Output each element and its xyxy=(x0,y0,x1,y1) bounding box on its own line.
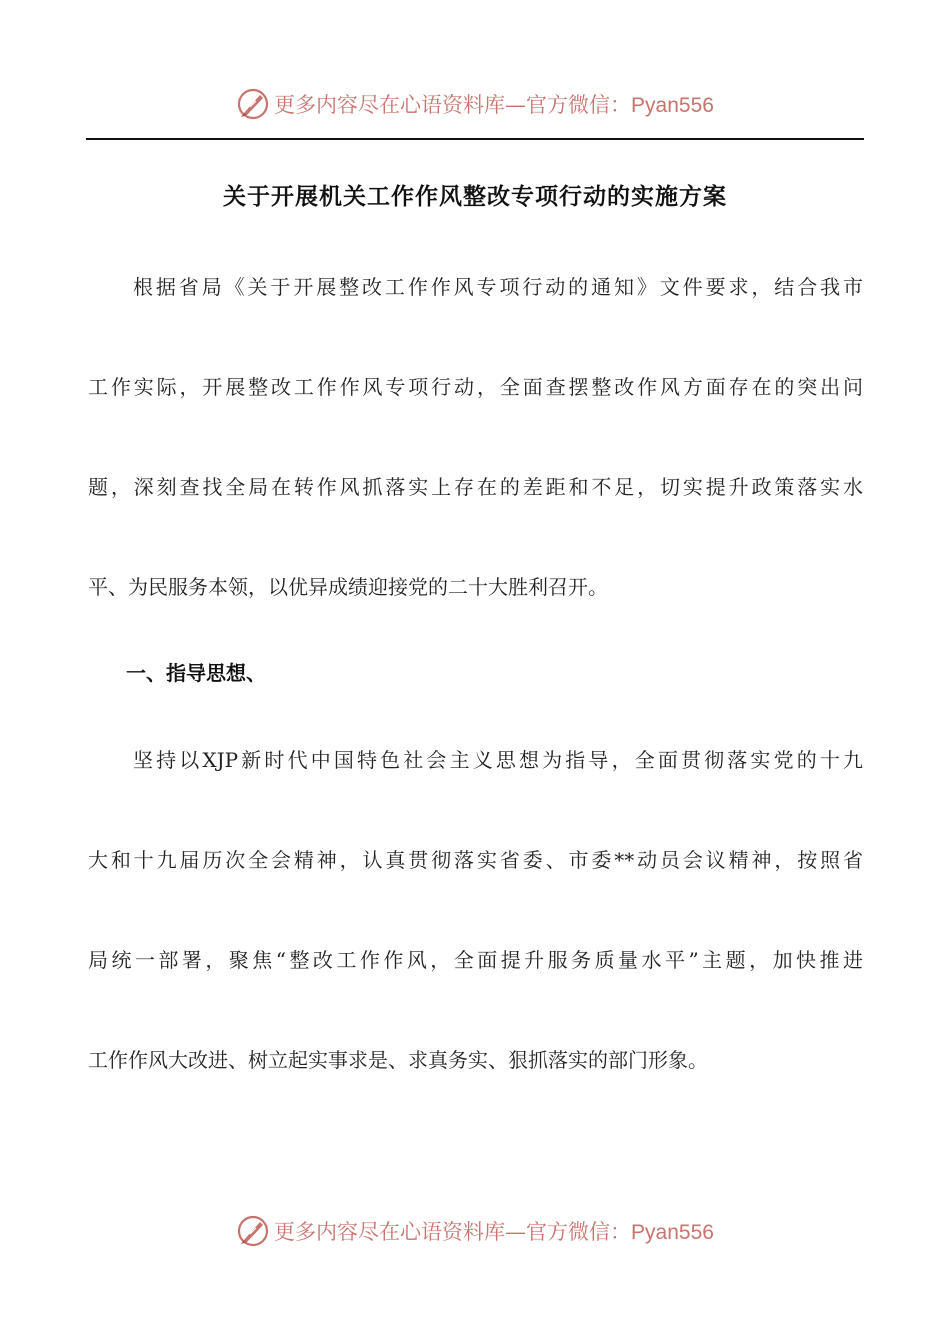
watermark-text: 更多内容尽在心语资料库—官方微信：Pyan556 xyxy=(274,93,714,117)
header-watermark xyxy=(0,84,950,124)
wechat-id: Pyan556 xyxy=(631,1221,714,1244)
quill-pen-logo-icon xyxy=(236,87,270,121)
document-title: 关于开展机关工作作风整改专项行动的实施方案 xyxy=(223,184,727,210)
quill-pen-logo-icon xyxy=(236,1214,270,1248)
section1-line-3: 局统一部署，聚焦“整改工作作风，全面提升服务质量水平”主题，加快推进 xyxy=(88,948,863,972)
section1-line-2: 大和十九届历次全会精神，认真贯彻落实省委、市委**动员会议精神，按照省 xyxy=(88,848,863,872)
section1-line-1: 坚持以XJP新时代中国特色社会主义思想为指导，全面贯彻落实党的十九 xyxy=(133,748,863,772)
watermark-text: 更多内容尽在心语资料库—官方微信：Pyan556 xyxy=(274,1220,714,1244)
intro-line-2: 工作实际，开展整改工作作风专项行动，全面查摆整改作风方面存在的突出问 xyxy=(88,375,863,399)
intro-line-3: 题，深刻查找全局在转作风抓落实上存在的差距和不足，切实提升政策落实水 xyxy=(88,475,863,499)
section1-line-4: 工作作风大改进、树立起实事求是、求真务实、狠抓落实的部门形象。 xyxy=(88,1048,708,1072)
header-divider xyxy=(86,138,864,140)
intro-line-4: 平、为民服务本领，以优异成绩迎接党的二十大胜利召开。 xyxy=(88,575,608,599)
intro-line-1: 根据省局《关于开展整改工作作风专项行动的通知》文件要求，结合我市 xyxy=(133,275,863,299)
wechat-id: Pyan556 xyxy=(631,94,714,117)
footer-watermark xyxy=(0,1211,950,1251)
section-heading-guiding-ideology: 一、指导思想、 xyxy=(126,661,266,685)
